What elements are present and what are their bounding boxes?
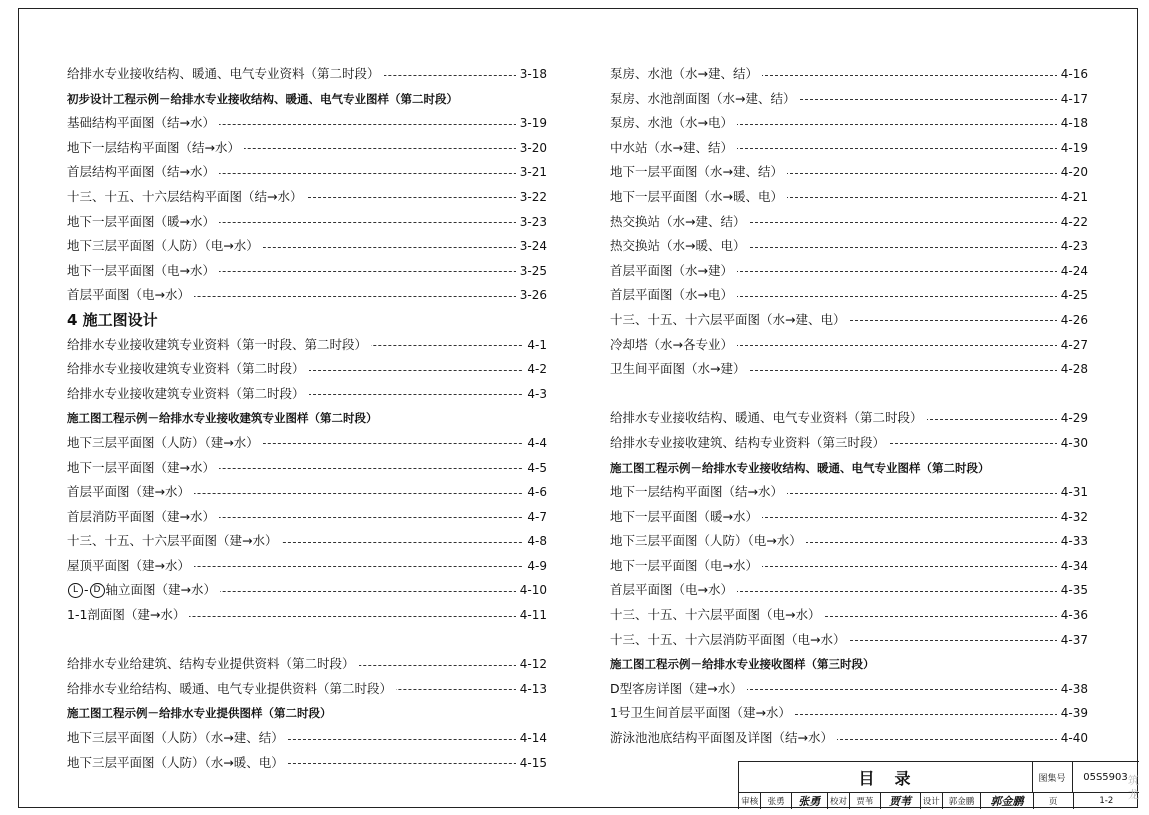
toc-entry-title: 中水站（水→建、结） bbox=[610, 140, 737, 155]
toc-subheading: 施工图工程示例－给排水专业提供图样（第二时段） bbox=[67, 706, 332, 721]
toc-entry bbox=[67, 333, 547, 358]
toc-entry bbox=[67, 111, 547, 136]
toc-entry-page: 4-18 bbox=[1057, 111, 1088, 136]
toc-entry bbox=[67, 456, 547, 481]
toc-entry bbox=[610, 160, 1088, 185]
toc-entry-title: 十三、十五、十六层平面图（电→水） bbox=[610, 607, 824, 622]
toc-entry-page: 4-40 bbox=[1057, 726, 1088, 751]
toc-entry bbox=[610, 701, 1088, 726]
toc-entry-title: 给排水专业接收建筑专业资料（第二时段） bbox=[67, 386, 309, 401]
toc-subheading: 初步设计工程示例－给排水专业接收结构、暖通、电气专业图样（第二时段） bbox=[67, 91, 458, 106]
toc-entry-title: 屋顶平面图（建→水） bbox=[67, 558, 194, 573]
toc-entry-title: 地下三层平面图（人防）（建→水） bbox=[67, 435, 263, 450]
toc-entry bbox=[67, 357, 547, 382]
toc-entry-title: 地下一层平面图（建→水） bbox=[67, 460, 219, 475]
toc-entry-page: 4-23 bbox=[1057, 234, 1088, 259]
toc-entry-title: 十三、十五、十六层消防平面图（电→水） bbox=[610, 632, 849, 647]
toc-entry-page: 4-34 bbox=[1057, 554, 1088, 579]
watermark: 筑龙 bbox=[1128, 774, 1139, 801]
toc-entry-title: 首层消防平面图（建→水） bbox=[67, 509, 219, 524]
checker-signature: 贾苇 bbox=[881, 792, 921, 809]
toc-entry-page: 4-15 bbox=[516, 751, 547, 776]
toc-entry-page: 4-39 bbox=[1057, 701, 1088, 726]
toc-entry bbox=[67, 210, 547, 235]
toc-entry-page: 4-35 bbox=[1057, 578, 1088, 603]
toc-entry-page: 4-10 bbox=[516, 578, 547, 603]
reviewer-name: 张勇 bbox=[761, 792, 791, 809]
toc-entry bbox=[610, 357, 1088, 382]
toc-left-column bbox=[67, 62, 547, 775]
toc-entry-page: 4-8 bbox=[523, 529, 547, 554]
toc-subheading: 施工图工程示例－给排水专业接收建筑专业图样（第二时段） bbox=[67, 411, 378, 426]
toc-entry-page: 4-17 bbox=[1057, 87, 1088, 112]
toc-entry-page: 4-20 bbox=[1057, 160, 1088, 185]
toc-entry-page: 4-28 bbox=[1057, 357, 1088, 382]
toc-entry-page: 4-16 bbox=[1057, 62, 1088, 87]
signature-row bbox=[739, 792, 1139, 809]
toc-entry-page: 3-26 bbox=[516, 283, 547, 308]
atlas-number-label: 图集号 bbox=[1032, 762, 1073, 793]
toc-entry-title: 泵房、水池剖面图（水→建、结） bbox=[610, 91, 799, 106]
toc-entry-page: 4-4 bbox=[523, 431, 547, 456]
toc-entry-title: 十三、十五、十六层结构平面图（结→水） bbox=[67, 189, 306, 204]
toc-entry bbox=[610, 554, 1088, 579]
toc-spacer bbox=[610, 382, 1088, 407]
toc-entry-page: 3-20 bbox=[516, 136, 547, 161]
axis-circle-label: D bbox=[90, 583, 105, 598]
toc-entry-page: 4-36 bbox=[1057, 603, 1088, 628]
toc-entry-page: 4-27 bbox=[1057, 333, 1088, 358]
toc-entry-page: 3-25 bbox=[516, 259, 547, 284]
toc-entry bbox=[67, 431, 547, 456]
toc-entry-title: 首层平面图（水→电） bbox=[610, 287, 737, 302]
toc-entry-title: 地下一层平面图（电→水） bbox=[67, 263, 219, 278]
toc-entry bbox=[610, 333, 1088, 358]
toc-entry bbox=[67, 382, 547, 407]
checker-name: 贾苇 bbox=[850, 792, 880, 809]
toc-entry-page: 3-22 bbox=[516, 185, 547, 210]
toc-entry-page: 4-30 bbox=[1057, 431, 1088, 456]
title-block bbox=[738, 761, 1139, 809]
toc-entry bbox=[67, 136, 547, 161]
toc-entry bbox=[67, 529, 547, 554]
toc-right-column bbox=[610, 62, 1088, 751]
toc-entry-title: 首层结构平面图（结→水） bbox=[67, 164, 219, 179]
toc-entry bbox=[610, 628, 1088, 653]
toc-entry-page: 4-38 bbox=[1057, 677, 1088, 702]
toc-entry-page: 4-6 bbox=[523, 480, 547, 505]
toc-entry bbox=[610, 603, 1088, 628]
toc-entry bbox=[67, 652, 547, 677]
toc-entry bbox=[67, 726, 547, 751]
toc-entry bbox=[610, 62, 1088, 87]
toc-entry-page: 4-24 bbox=[1057, 259, 1088, 284]
toc-entry-title: D型客房详图（建→水） bbox=[610, 681, 747, 696]
toc-entry bbox=[610, 283, 1088, 308]
title-block-title: 目 录 bbox=[739, 762, 1033, 793]
toc-entry-page: 4-3 bbox=[523, 382, 547, 407]
toc-entry-page: 4-32 bbox=[1057, 505, 1088, 530]
toc-entry-title: 1-1剖面图（建→水） bbox=[67, 607, 189, 622]
toc-entry-title: L - D 轴立面图（建→水） bbox=[67, 582, 220, 597]
toc-entry-title: 地下一层结构平面图（结→水） bbox=[67, 140, 244, 155]
toc-entry-title: 泵房、水池（水→电） bbox=[610, 115, 737, 130]
toc-entry-title: 首层平面图（建→水） bbox=[67, 484, 194, 499]
toc-entry-title: 给排水专业接收结构、暖通、电气专业资料（第二时段） bbox=[67, 66, 384, 81]
toc-entry-title: 卫生间平面图（水→建） bbox=[610, 361, 749, 376]
toc-entry-title: 给排水专业给结构、暖通、电气专业提供资料（第二时段） bbox=[67, 681, 396, 696]
toc-entry bbox=[610, 578, 1088, 603]
toc-entry-page: 4-33 bbox=[1057, 529, 1088, 554]
toc-entry-page: 4-26 bbox=[1057, 308, 1088, 333]
toc-entry-text: 轴立面图（建→水） bbox=[105, 582, 216, 598]
toc-subheading: 施工图工程示例－给排水专业接收图样（第三时段） bbox=[610, 657, 875, 672]
toc-entry-title: 给排水专业接收建筑专业资料（第一时段、第二时段） bbox=[67, 337, 371, 352]
toc-entry bbox=[610, 87, 1088, 112]
page-label: 页 bbox=[1034, 792, 1074, 809]
toc-entry-page: 4-31 bbox=[1057, 480, 1088, 505]
toc-entry-page: 4-12 bbox=[516, 652, 547, 677]
toc-entry-page: 3-18 bbox=[516, 62, 547, 87]
toc-entry-title: 地下三层平面图（人防）（电→水） bbox=[67, 238, 263, 253]
toc-entry-page: 4-11 bbox=[516, 603, 547, 628]
toc-entry-title: 十三、十五、十六层平面图（水→建、电） bbox=[610, 312, 849, 327]
toc-entry bbox=[610, 677, 1088, 702]
toc-entry-page: 3-21 bbox=[516, 160, 547, 185]
toc-entry bbox=[610, 480, 1088, 505]
toc-entry-page: 4-14 bbox=[516, 726, 547, 751]
toc-entry bbox=[67, 578, 547, 603]
toc-entry-title: 首层平面图（水→建） bbox=[610, 263, 737, 278]
toc-entry-page: 3-19 bbox=[516, 111, 547, 136]
toc-entry-page: 4-7 bbox=[523, 505, 547, 530]
design-label: 设计 bbox=[921, 792, 943, 809]
toc-entry bbox=[67, 505, 547, 530]
toc-entry-title: 地下一层平面图（暖→水） bbox=[67, 214, 219, 229]
toc-entry-title: 地下三层平面图（人防）（水→建、结） bbox=[67, 730, 288, 745]
toc-entry-title: 地下一层平面图（电→水） bbox=[610, 558, 762, 573]
toc-entry bbox=[67, 185, 547, 210]
toc-entry bbox=[610, 136, 1088, 161]
toc-entry bbox=[67, 603, 547, 628]
check-label: 校对 bbox=[828, 792, 850, 809]
toc-entry-title: 泵房、水池（水→建、结） bbox=[610, 66, 762, 81]
toc-entry bbox=[67, 480, 547, 505]
toc-entry bbox=[610, 111, 1088, 136]
toc-entry-title: 热交换站（水→暖、电） bbox=[610, 238, 749, 253]
toc-entry-title: 给排水专业给建筑、结构专业提供资料（第二时段） bbox=[67, 656, 359, 671]
toc-section-heading: 4 施工图设计 bbox=[67, 310, 158, 329]
toc-entry bbox=[67, 160, 547, 185]
toc-entry-title: 冷却塔（水→各专业） bbox=[610, 337, 737, 352]
toc-entry bbox=[67, 234, 547, 259]
toc-entry-title: 给排水专业接收结构、暖通、电气专业资料（第二时段） bbox=[610, 410, 927, 425]
toc-entry-title: 地下一层结构平面图（结→水） bbox=[610, 484, 787, 499]
designer-signature: 郭金鹏 bbox=[981, 792, 1034, 809]
toc-entry-page: 4-25 bbox=[1057, 283, 1088, 308]
toc-entry bbox=[67, 259, 547, 284]
review-label: 审核 bbox=[739, 792, 761, 809]
toc-entry-title: 游泳池池底结构平面图及详图（结→水） bbox=[610, 730, 837, 745]
toc-entry-title: 十三、十五、十六层平面图（建→水） bbox=[67, 533, 281, 548]
toc-entry bbox=[610, 726, 1088, 751]
toc-entry-title: 基础结构平面图（结→水） bbox=[67, 115, 219, 130]
toc-entry bbox=[610, 406, 1088, 431]
toc-entry bbox=[610, 234, 1088, 259]
toc-entry-title: 热交换站（水→建、结） bbox=[610, 214, 749, 229]
toc-entry-title: 首层平面图（电→水） bbox=[67, 287, 194, 302]
atlas-number: 05S5903 bbox=[1072, 762, 1139, 793]
toc-entry bbox=[67, 677, 547, 702]
toc-entry-title: 地下一层平面图（水→暖、电） bbox=[610, 189, 787, 204]
toc-entry-title: 地下三层平面图（人防）（电→水） bbox=[610, 533, 806, 548]
toc-entry-title: 给排水专业接收建筑、结构专业资料（第三时段） bbox=[610, 435, 889, 450]
toc-entry-page: 4-9 bbox=[523, 554, 547, 579]
toc-entry bbox=[610, 308, 1088, 333]
toc-entry-title: 1号卫生间首层平面图（建→水） bbox=[610, 705, 795, 720]
toc-entry-page: 4-19 bbox=[1057, 136, 1088, 161]
toc-entry bbox=[67, 62, 547, 87]
toc-entry-title: 地下一层平面图（暖→水） bbox=[610, 509, 762, 524]
toc-entry-title: 地下一层平面图（水→建、结） bbox=[610, 164, 787, 179]
page-number: 1-2 bbox=[1099, 795, 1114, 806]
toc-entry bbox=[610, 431, 1088, 456]
axis-circle-label: L bbox=[68, 583, 83, 598]
toc-entry-page: 4-2 bbox=[523, 357, 547, 382]
toc-entry-title: 给排水专业接收建筑专业资料（第二时段） bbox=[67, 361, 309, 376]
toc-entry bbox=[610, 505, 1088, 530]
toc-entry-title: 地下三层平面图（人防）（水→暖、电） bbox=[67, 755, 288, 770]
toc-entry-page: 4-5 bbox=[523, 456, 547, 481]
toc-entry-page: 4-21 bbox=[1057, 185, 1088, 210]
toc-entry-page: 3-24 bbox=[516, 234, 547, 259]
toc-entry bbox=[610, 529, 1088, 554]
toc-entry bbox=[610, 210, 1088, 235]
toc-subheading: 施工图工程示例－给排水专业接收结构、暖通、电气专业图样（第二时段） bbox=[610, 460, 990, 475]
toc-entry-title: 首层平面图（电→水） bbox=[610, 582, 737, 597]
toc-entry-page: 4-1 bbox=[523, 333, 547, 358]
toc-entry bbox=[67, 554, 547, 579]
reviewer-signature: 张勇 bbox=[792, 792, 828, 809]
toc-entry bbox=[610, 259, 1088, 284]
toc-entry-page: 4-29 bbox=[1057, 406, 1088, 431]
designer-name: 郭金鹏 bbox=[943, 792, 981, 809]
toc-entry-page: 3-23 bbox=[516, 210, 547, 235]
toc-entry-page: 4-13 bbox=[516, 677, 547, 702]
toc-entry-page: 4-22 bbox=[1057, 210, 1088, 235]
toc-entry bbox=[67, 751, 547, 776]
toc-entry bbox=[610, 185, 1088, 210]
toc-spacer bbox=[67, 628, 547, 653]
toc-entry-page: 4-37 bbox=[1057, 628, 1088, 653]
toc-entry bbox=[67, 283, 547, 308]
